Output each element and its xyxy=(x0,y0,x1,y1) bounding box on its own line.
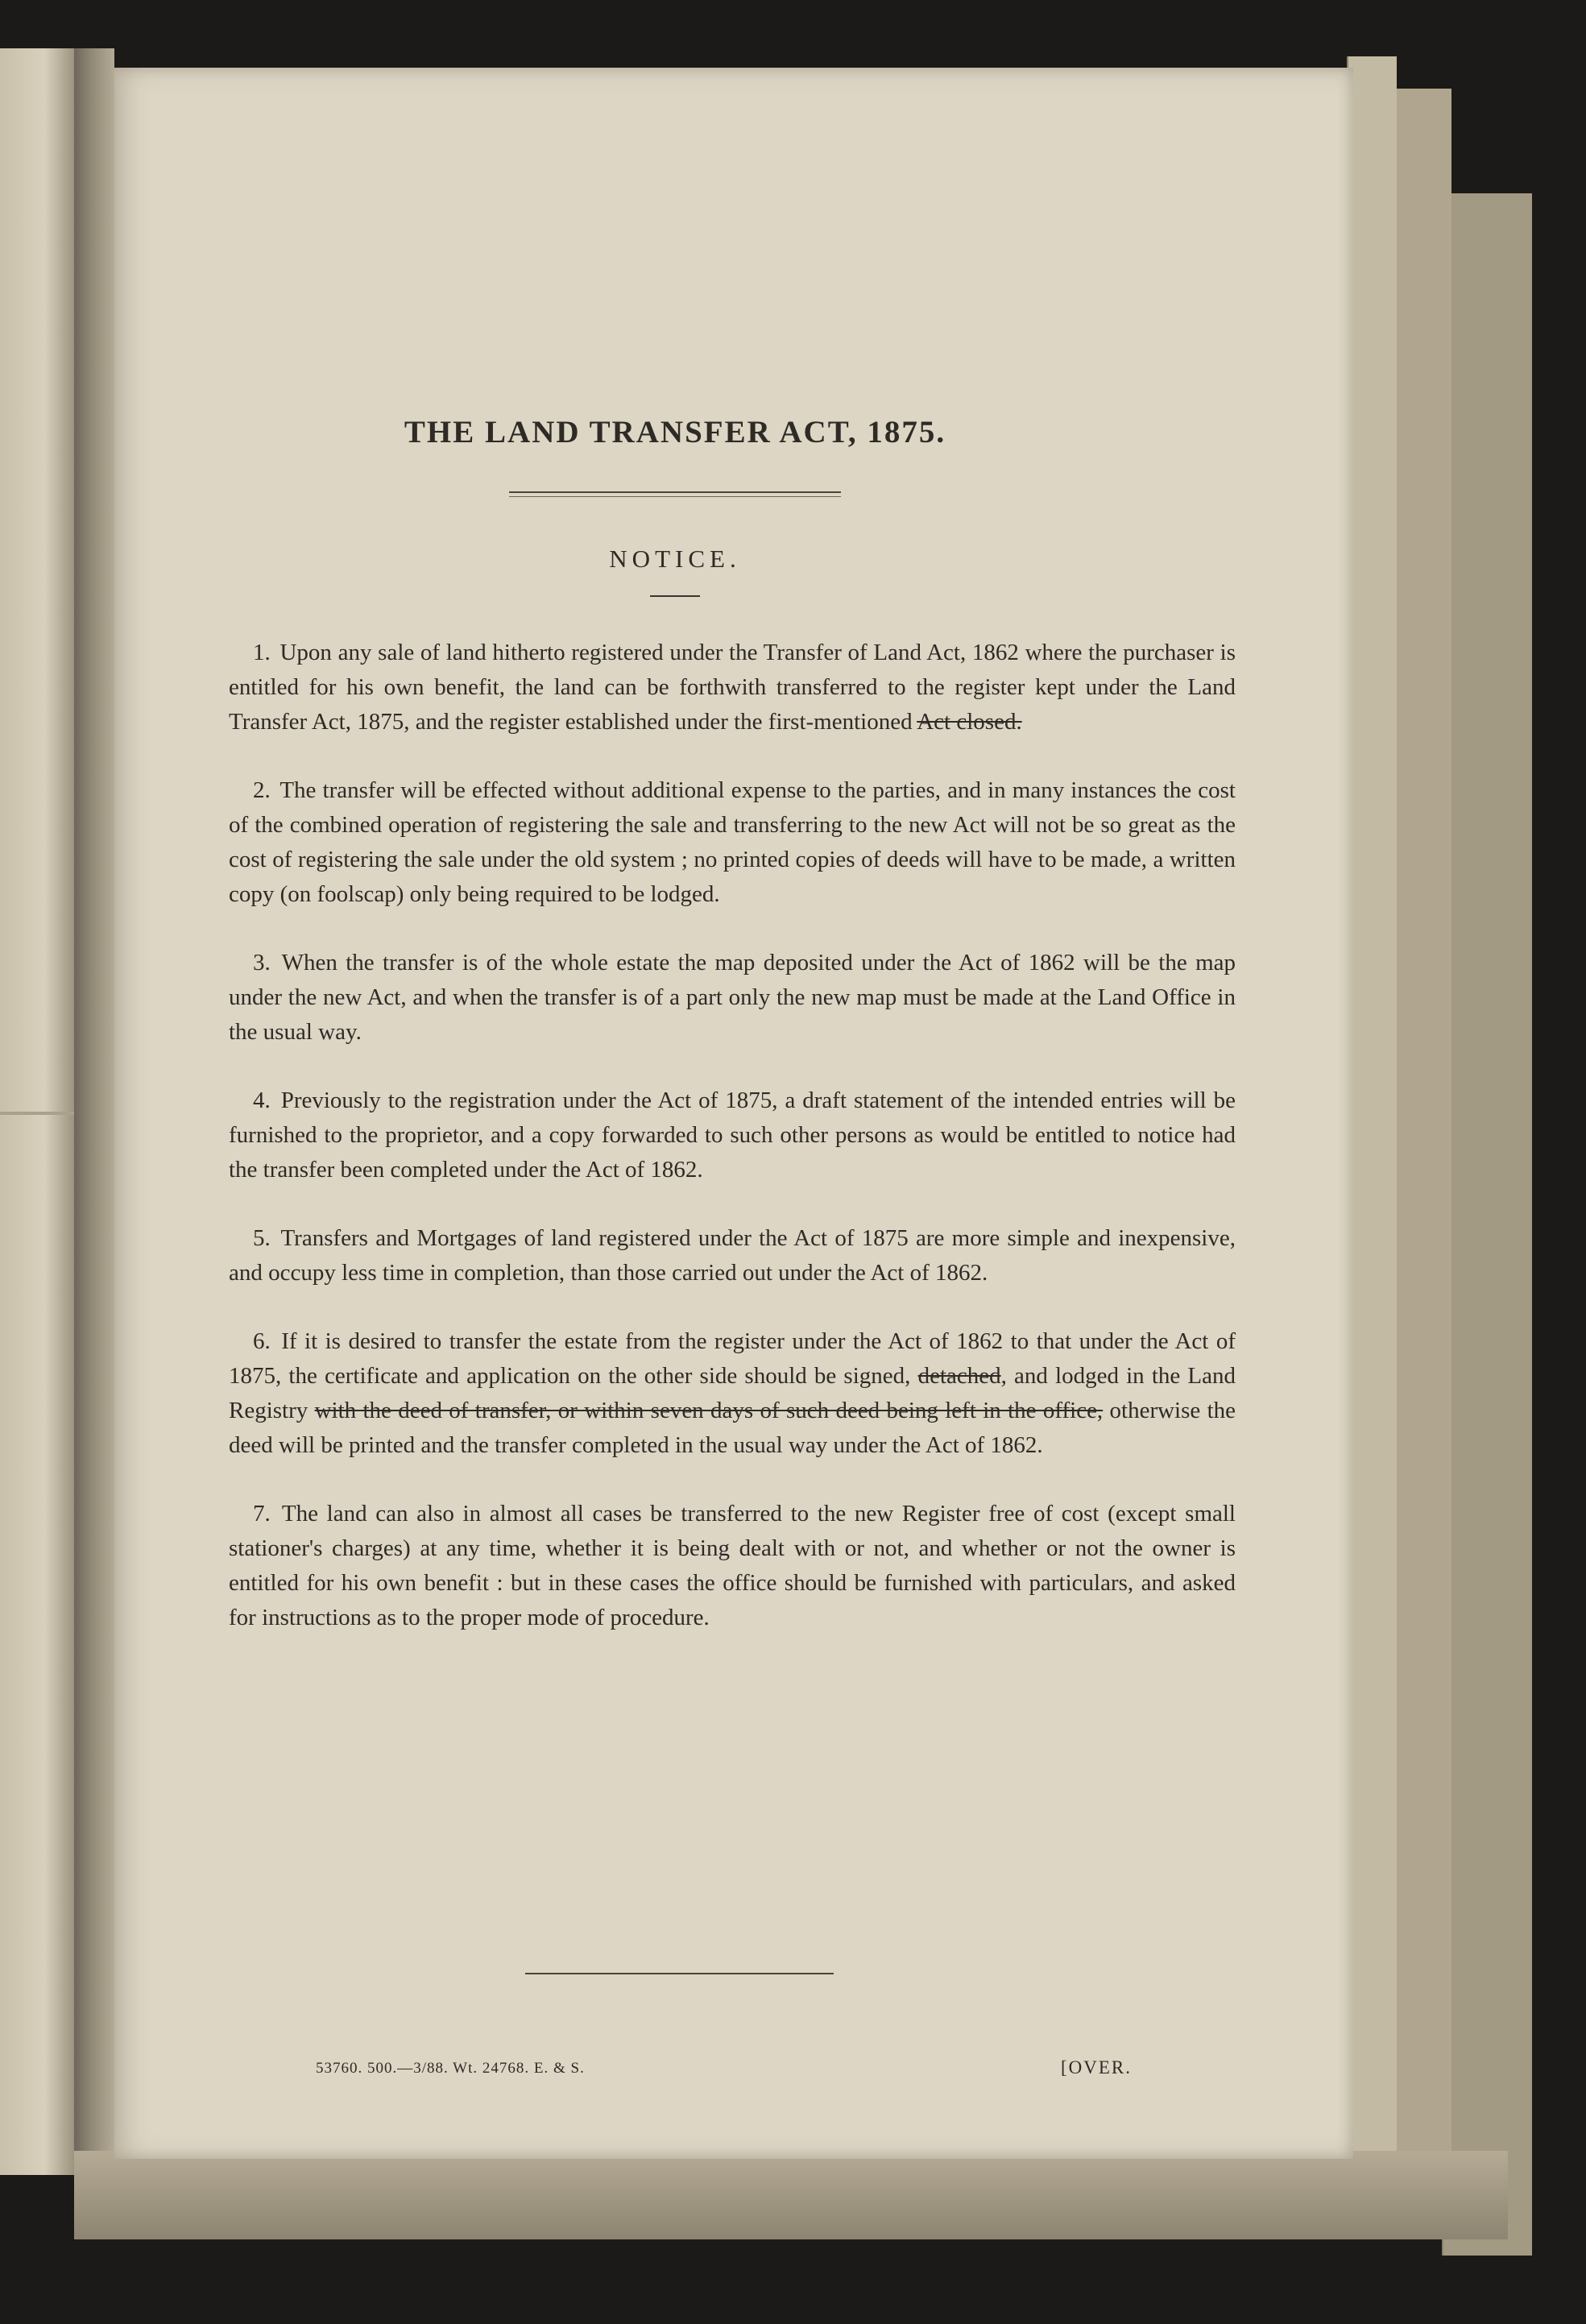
paragraph-1 xyxy=(229,636,1236,739)
paragraph-text: Previously to the registration under the Act of 1875, a draft statement of the intended entries will be furnished to the proprietor, and a copy forwarded to such other persons as would be entitled to notice had the transfer been completed under the Act of 1862. xyxy=(229,1087,1236,1183)
paragraph-text: otherwise the deed will be printed and the transfer completed in the usual way under the Act of 1862. xyxy=(229,1398,1236,1458)
paragraph-text: When the transfer is of the whole estate the map deposited under the Act of 1862 will be the map under the new Act, and when the transfer is of a part only the new map must be made at the Land Office in the usual way. xyxy=(229,950,1236,1045)
over-mark: [OVER. xyxy=(1061,2057,1133,2078)
notice-heading: NOTICE. xyxy=(609,545,741,573)
struck-text: Act closed. xyxy=(917,709,1022,735)
print-code: 53760. 500.—3/88. Wt. 24768. E. & S. xyxy=(316,2060,585,2077)
paragraph-text: The land can also in almost all cases be transferred to the new Register free of cost (except small stationer's charges) at any time, whether it is being dealt with or not, and whether or not the owner is entitled for his own benefit : but in these cases the office should be furnished with particulars, and asked for instructions as to the proper mode of procedure. xyxy=(229,1501,1236,1630)
paragraph-number: 3. xyxy=(253,950,271,976)
paragraph-text: If it is desired to transfer the estate from the register under the Act of 1862 to that under the Act of 1875, the certificate and application on the other side should be signed, xyxy=(229,1328,1236,1389)
paragraph-2 xyxy=(229,773,1236,912)
page-stack-edge xyxy=(1442,193,1532,2256)
page-bottom-edges xyxy=(74,2151,1508,2239)
page-fold xyxy=(0,1112,74,1115)
paragraph-text: The transfer will be effected without additional expense to the parties, and in many instances the cost of the combined operation of registering the sale and transferring to the new Act will not be so great as the cost of registering the sale under the old system ; no printed copies of deeds will have to be made, a written copy (on foolscap) only being required to be lodged. xyxy=(229,777,1236,907)
paragraph-number: 5. xyxy=(253,1225,271,1251)
paragraph-number: 1. xyxy=(253,640,271,665)
paragraph-text: , and lodged in the Land Registry xyxy=(229,1363,1236,1423)
struck-text: detached xyxy=(917,1363,1001,1389)
title-rule xyxy=(509,491,841,493)
paragraph-5 xyxy=(229,1221,1236,1290)
paragraph-4 xyxy=(229,1083,1236,1187)
notice-rule xyxy=(650,595,700,597)
title-rule-thin xyxy=(509,496,841,497)
paragraph-7 xyxy=(229,1497,1236,1635)
paragraph-number: 4. xyxy=(253,1087,271,1113)
paragraph-3 xyxy=(229,946,1236,1050)
notice-body xyxy=(229,636,1236,1669)
struck-text: with the deed of transfer, or within seven days of such deed being left in the office, xyxy=(314,1398,1104,1423)
paragraph-6 xyxy=(229,1324,1236,1463)
paragraph-text: Transfers and Mortgages of land registered under the Act of 1875 are more simple and inexpensive, and occupy less time in completion, than those carried out under the Act of 1862. xyxy=(229,1225,1236,1286)
paragraph-text: Upon any sale of land hitherto registered under the Transfer of Land Act, 1862 where the purchaser is entitled for his own benefit, the land can be forthwith transferred to the register kept under the Land Transfer Act, 1875, and the register established under the first-mentioned xyxy=(229,640,1236,735)
book-gutter xyxy=(74,48,114,2175)
paragraph-number: 6. xyxy=(253,1328,271,1354)
closing-rule xyxy=(525,1973,834,1974)
paragraph-number: 2. xyxy=(253,777,271,803)
page-stack-edge xyxy=(1347,56,1397,2223)
document-title: THE LAND TRANSFER ACT, 1875. xyxy=(404,415,946,449)
notice-page xyxy=(114,68,1353,2159)
left-facing-page xyxy=(0,48,74,2175)
paragraph-number: 7. xyxy=(253,1501,271,1527)
